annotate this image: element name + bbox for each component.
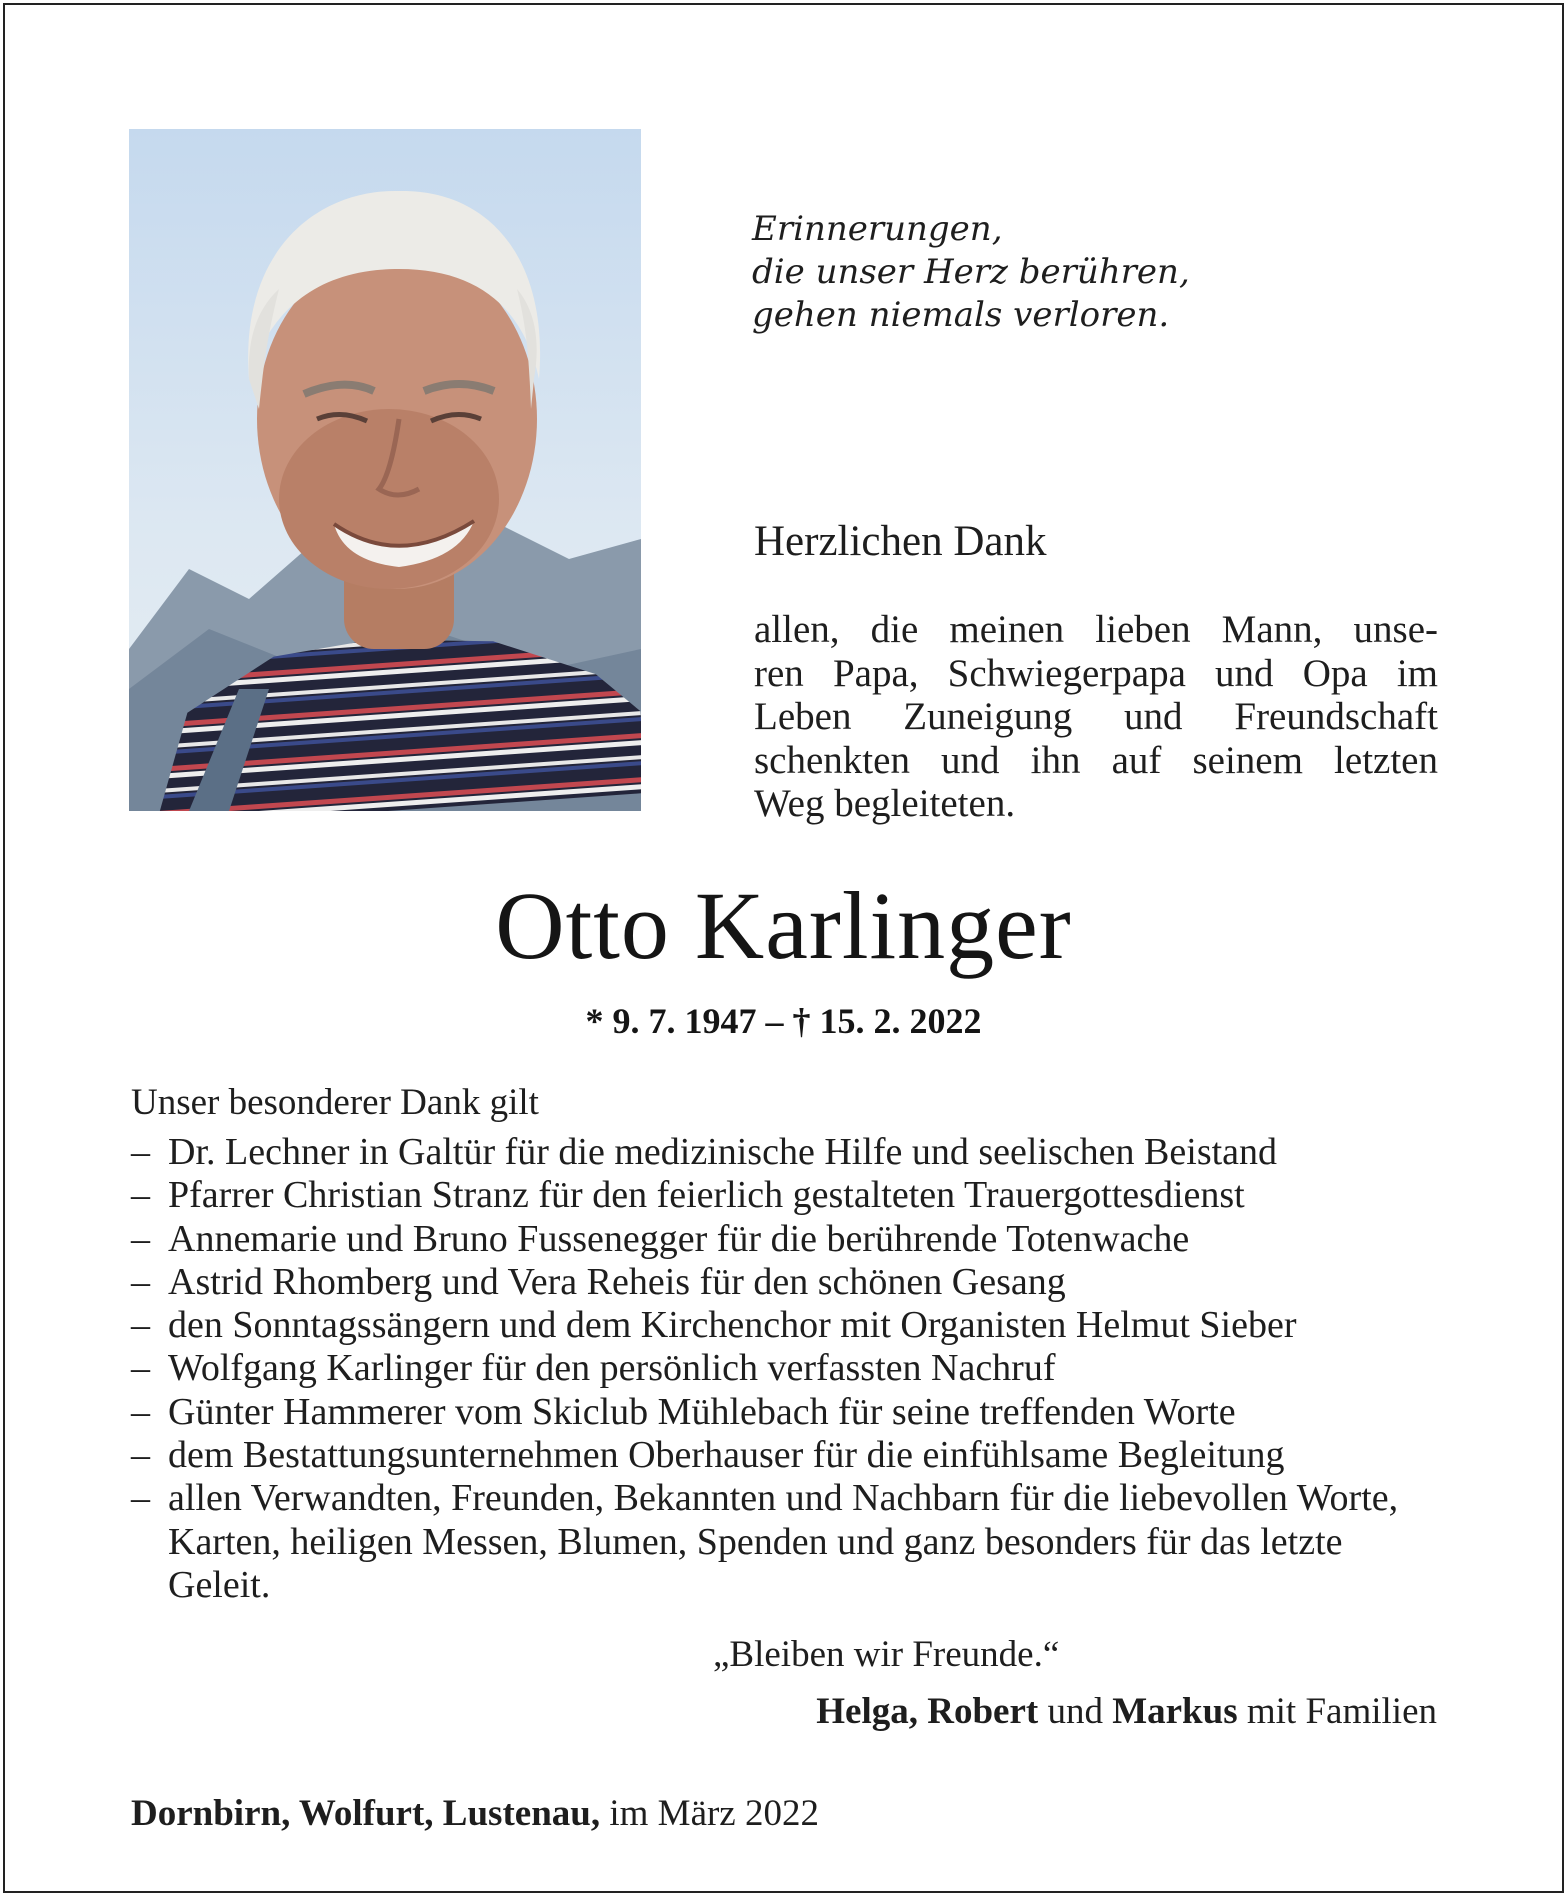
dash-bullet: – bbox=[131, 1390, 150, 1433]
list-item bbox=[131, 1218, 1441, 1261]
thanks-line: ren Papa, Schwiegerpapa und Opa im bbox=[754, 651, 1438, 695]
signers bbox=[816, 1690, 1437, 1733]
thanks-heading: Herzlichen Dank bbox=[754, 518, 1047, 565]
date: im März 2022 bbox=[609, 1793, 819, 1834]
list-item-text: Annemarie und Bruno Fussenegger für die berührende Totenwache bbox=[168, 1217, 1190, 1260]
dash-bullet: – bbox=[131, 1260, 150, 1303]
list-item bbox=[131, 1174, 1441, 1217]
signer-suffix: mit Familien bbox=[1246, 1691, 1437, 1732]
list-item bbox=[131, 1131, 1441, 1174]
dash-bullet: – bbox=[131, 1347, 150, 1390]
portrait-photo-icon bbox=[129, 129, 641, 811]
list-item-text: allen Verwandten, Freunden, Bekannten und Nachbarn für die liebevollen Worte, Karten, heiligen Messen, Blumen, Spenden und ganz besonders für das letzte Geleit. bbox=[168, 1477, 1399, 1606]
place-and-date bbox=[131, 1792, 819, 1835]
list-item bbox=[131, 1477, 1441, 1607]
special-thanks-list bbox=[131, 1131, 1441, 1607]
poem-line: Erinnerungen, bbox=[752, 209, 1003, 249]
list-item-text: dem Bestattungsunternehmen Oberhauser für die einfühlsame Begleitung bbox=[168, 1434, 1285, 1477]
special-thanks-intro: Unser besonderer Dank gilt bbox=[131, 1082, 539, 1123]
thanks-paragraph bbox=[754, 608, 1438, 826]
memorial-poem bbox=[752, 208, 1190, 337]
dash-bullet: – bbox=[131, 1174, 150, 1217]
list-item-text: Pfarrer Christian Stranz für den feierlich gestalteten Trauergottesdienst bbox=[168, 1174, 1245, 1217]
poem-line: die unser Herz berühren, bbox=[752, 252, 1190, 292]
dash-bullet: – bbox=[131, 1304, 150, 1347]
signer-names: Helga, Robert bbox=[816, 1691, 1039, 1732]
list-item bbox=[131, 1304, 1441, 1347]
thanks-line: Leben Zuneigung und Freundschaft bbox=[754, 695, 1438, 738]
dash-bullet: – bbox=[131, 1217, 150, 1260]
list-item-text: Astrid Rhomberg und Vera Reheis für den schönen Gesang bbox=[168, 1260, 1066, 1303]
poem-line: gehen niemals verloren. bbox=[752, 295, 1170, 335]
towns: Dornbirn, Wolfurt, Lustenau, bbox=[131, 1793, 601, 1834]
deceased-name: Otto Karlinger bbox=[495, 872, 1072, 979]
list-item-text: Günter Hammerer vom Skiclub Mühlebach für seine treffenden Worte bbox=[168, 1390, 1236, 1433]
dash-bullet: – bbox=[131, 1477, 150, 1520]
signer-connector: und bbox=[1047, 1691, 1103, 1732]
list-item bbox=[131, 1347, 1441, 1390]
list-item-text: den Sonntagssängern und dem Kirchenchor mit Organisten Helmut Sieber bbox=[168, 1304, 1297, 1347]
list-item bbox=[131, 1391, 1441, 1434]
dash-bullet: – bbox=[131, 1131, 150, 1173]
thanks-line: schenkten und ihn auf seinem letzten bbox=[754, 738, 1438, 782]
list-item-text: Dr. Lechner in Galtür für die medizinische Hilfe und seelischen Beistand bbox=[168, 1131, 1278, 1173]
thanks-line: Weg begleiteten. bbox=[754, 782, 1016, 825]
thanks-line: allen, die meinen lieben Mann, unse- bbox=[754, 608, 1438, 651]
portrait-photo bbox=[129, 129, 641, 811]
life-dates: * 9. 7. 1947 – † 15. 2. 2022 bbox=[585, 1001, 982, 1041]
list-item bbox=[131, 1434, 1441, 1477]
list-item bbox=[131, 1261, 1441, 1304]
closing-motto: „Bleiben wir Freunde.“ bbox=[713, 1634, 1060, 1675]
signer-name: Markus bbox=[1112, 1691, 1238, 1732]
list-item-text: Wolfgang Karlinger für den persönlich verfassten Nachruf bbox=[168, 1347, 1056, 1390]
dash-bullet: – bbox=[131, 1434, 150, 1477]
